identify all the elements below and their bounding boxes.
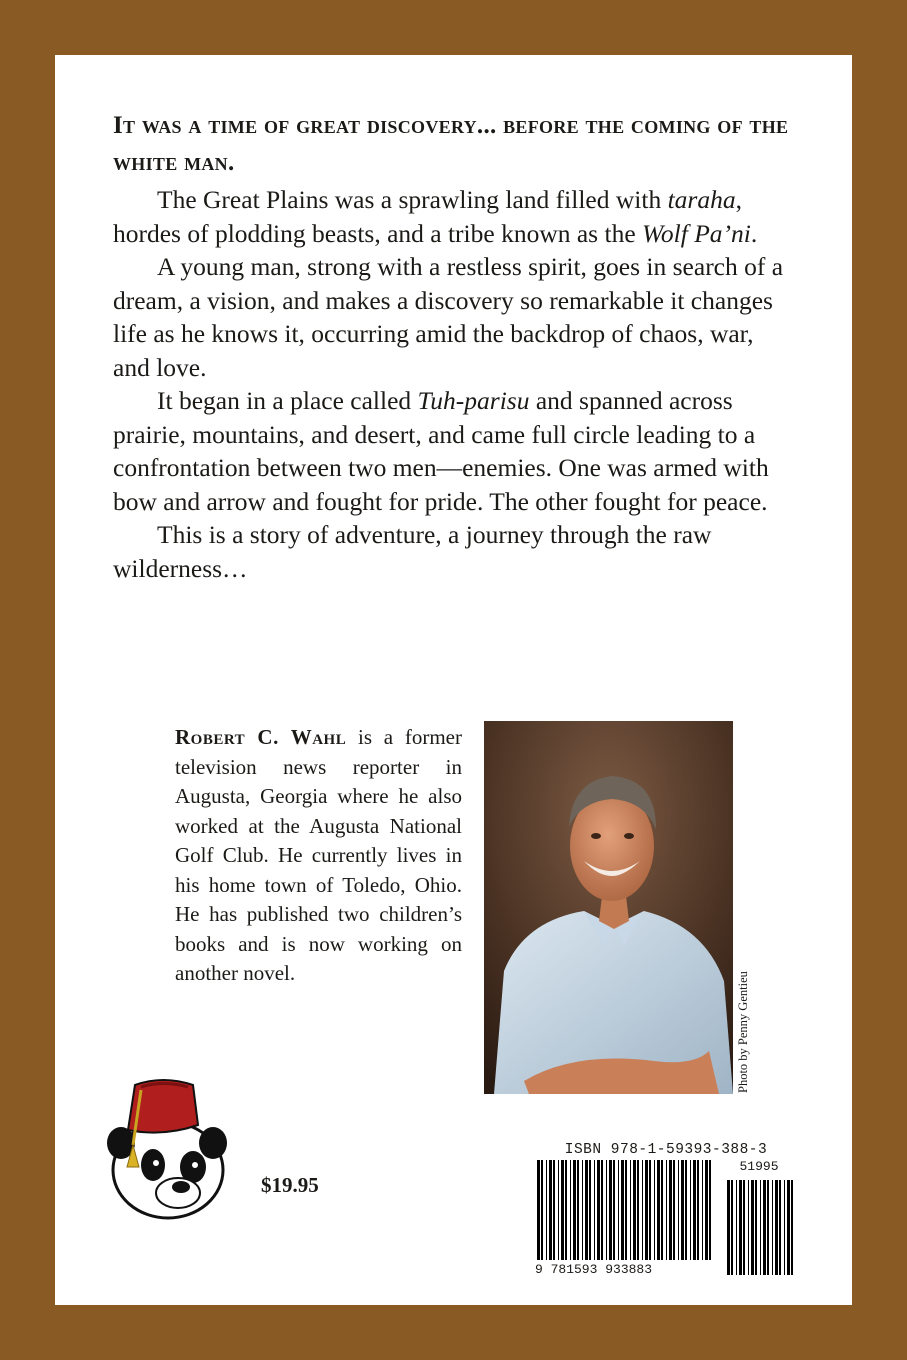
book-price: $19.95 bbox=[261, 1173, 319, 1197]
cover-blurb bbox=[113, 107, 795, 585]
author-bio bbox=[175, 723, 462, 989]
blurb-paragraph-2: A young man, strong with a restless spirit, goes in search of a dream, a vision, and makes a discovery so remarkable it changes life as he knows it, occurring amid the backdrop of chaos, war, and love. bbox=[113, 252, 784, 382]
author-photo bbox=[484, 721, 733, 1094]
blurb-headline: It was a time of great discovery... before the coming of the white man. bbox=[113, 112, 789, 176]
blurb-paragraph-4: This is a story of adventure, a journey through the raw wilderness… bbox=[113, 520, 712, 583]
author-bio-text: is a former television news reporter in Augusta, Georgia where he also worked at the Augusta National Golf Club. He currently lives in his home town of Toledo, Ohio. He has published two children’s books and is now working on another novel. bbox=[175, 725, 462, 985]
ean-digits: 9 781593 933883 bbox=[535, 1262, 710, 1277]
author-name: Robert C. Wahl bbox=[175, 725, 347, 749]
back-cover bbox=[55, 55, 852, 1305]
price-addon-digits: 51995 bbox=[725, 1159, 793, 1174]
barcode-bars bbox=[535, 1160, 797, 1275]
isbn-barcode bbox=[535, 1142, 797, 1282]
blurb-paragraph-3: It began in a place called Tuh-parisu and spanned across prairie, mountains, and desert, and came full circle leading to a confrontation between two men—enemies. One was armed with bow and arrow and fought for pride. The other fought for peace. bbox=[113, 386, 769, 516]
blurb-paragraph-1: The Great Plains was a sprawling land filled with taraha, hordes of plodding beasts, and a tribe known as the Wolf Pa’ni. bbox=[113, 185, 758, 248]
panda-fez-logo bbox=[83, 1075, 233, 1225]
isbn-number: ISBN 978-1-59393-388-3 bbox=[564, 1142, 768, 1158]
photo-credit: Photo by Penny Gentieu bbox=[736, 971, 750, 1093]
